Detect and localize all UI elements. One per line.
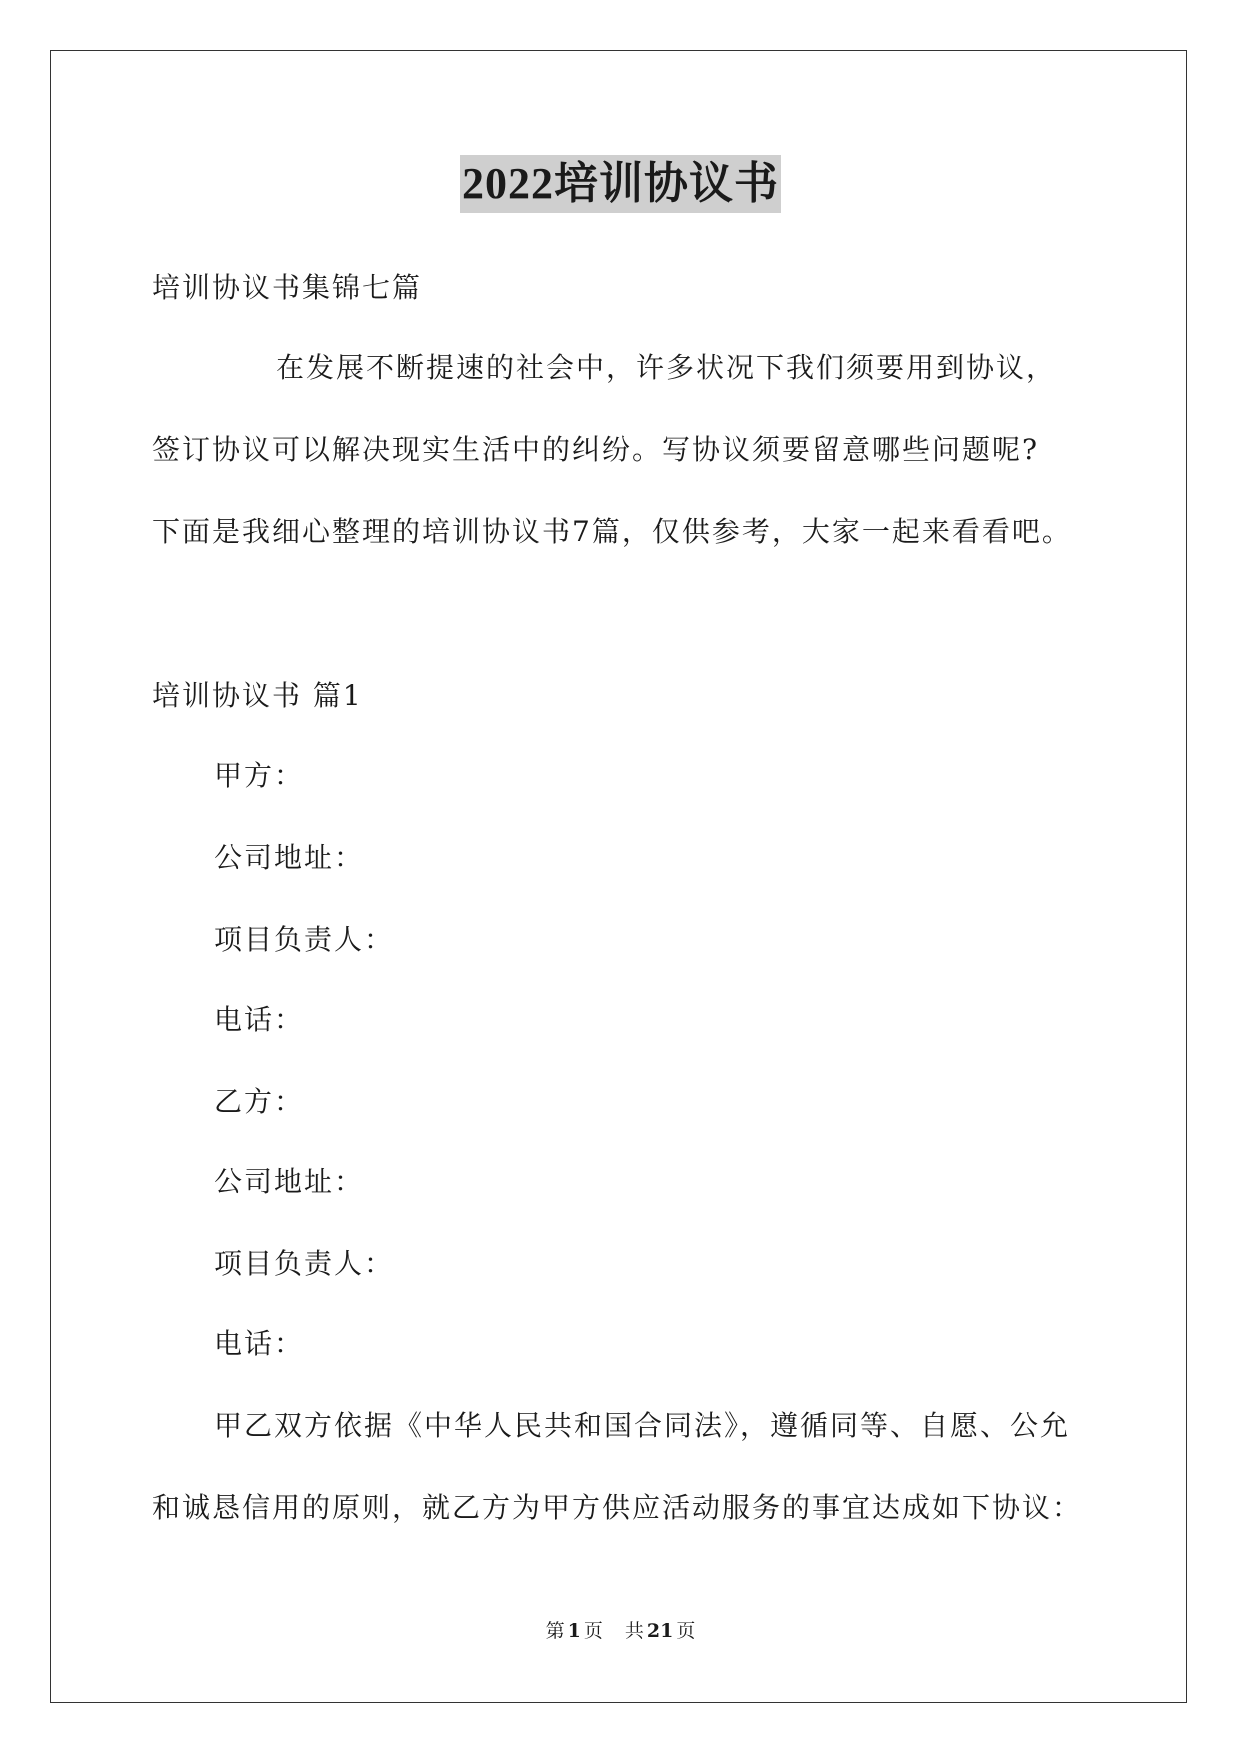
party-b-label: 乙方： <box>214 1085 305 1118</box>
document-title: 2022培训协议书 <box>460 155 781 213</box>
intro-line-1: 在发展不断提速的社会中，许多状况下我们须要用到协议， <box>276 351 1057 384</box>
footer-total-prefix: 共 <box>624 1620 644 1642</box>
footer-total-pages: 21 <box>646 1620 674 1642</box>
party-b-phone: 电话： <box>214 1327 305 1360</box>
clause-line-1: 甲乙双方依据《中华人民共和国合同法》，遵循同等、自愿、公允 <box>214 1409 1071 1442</box>
footer-total-unit: 页 <box>676 1620 696 1642</box>
intro-line-3: 下面是我细心整理的培训协议书7篇，仅供参考，大家一起来看看吧。 <box>152 515 1072 548</box>
clause-line-2: 和诚恳信用的原则，就乙方为甲方供应活动服务的事宜达成如下协议： <box>152 1491 1083 1524</box>
party-a-phone: 电话： <box>214 1003 305 1036</box>
footer-page-unit: 页 <box>583 1620 603 1642</box>
intro-line-2: 签订协议可以解决现实生活中的纠纷。写协议须要留意哪些问题呢? <box>152 433 1040 466</box>
page-footer <box>0 1618 1241 1644</box>
footer-page-prefix: 第 <box>545 1620 565 1642</box>
title-container <box>0 155 1241 213</box>
section-heading: 培训协议书 篇1 <box>152 679 363 712</box>
party-b-manager: 项目负责人： <box>214 1247 395 1280</box>
party-a-label: 甲方： <box>214 759 305 792</box>
party-b-address: 公司地址： <box>214 1165 365 1198</box>
footer-page-number: 1 <box>567 1620 581 1642</box>
document-subtitle: 培训协议书集锦七篇 <box>152 271 423 304</box>
party-a-address: 公司地址： <box>214 841 365 874</box>
party-a-manager: 项目负责人： <box>214 923 395 956</box>
